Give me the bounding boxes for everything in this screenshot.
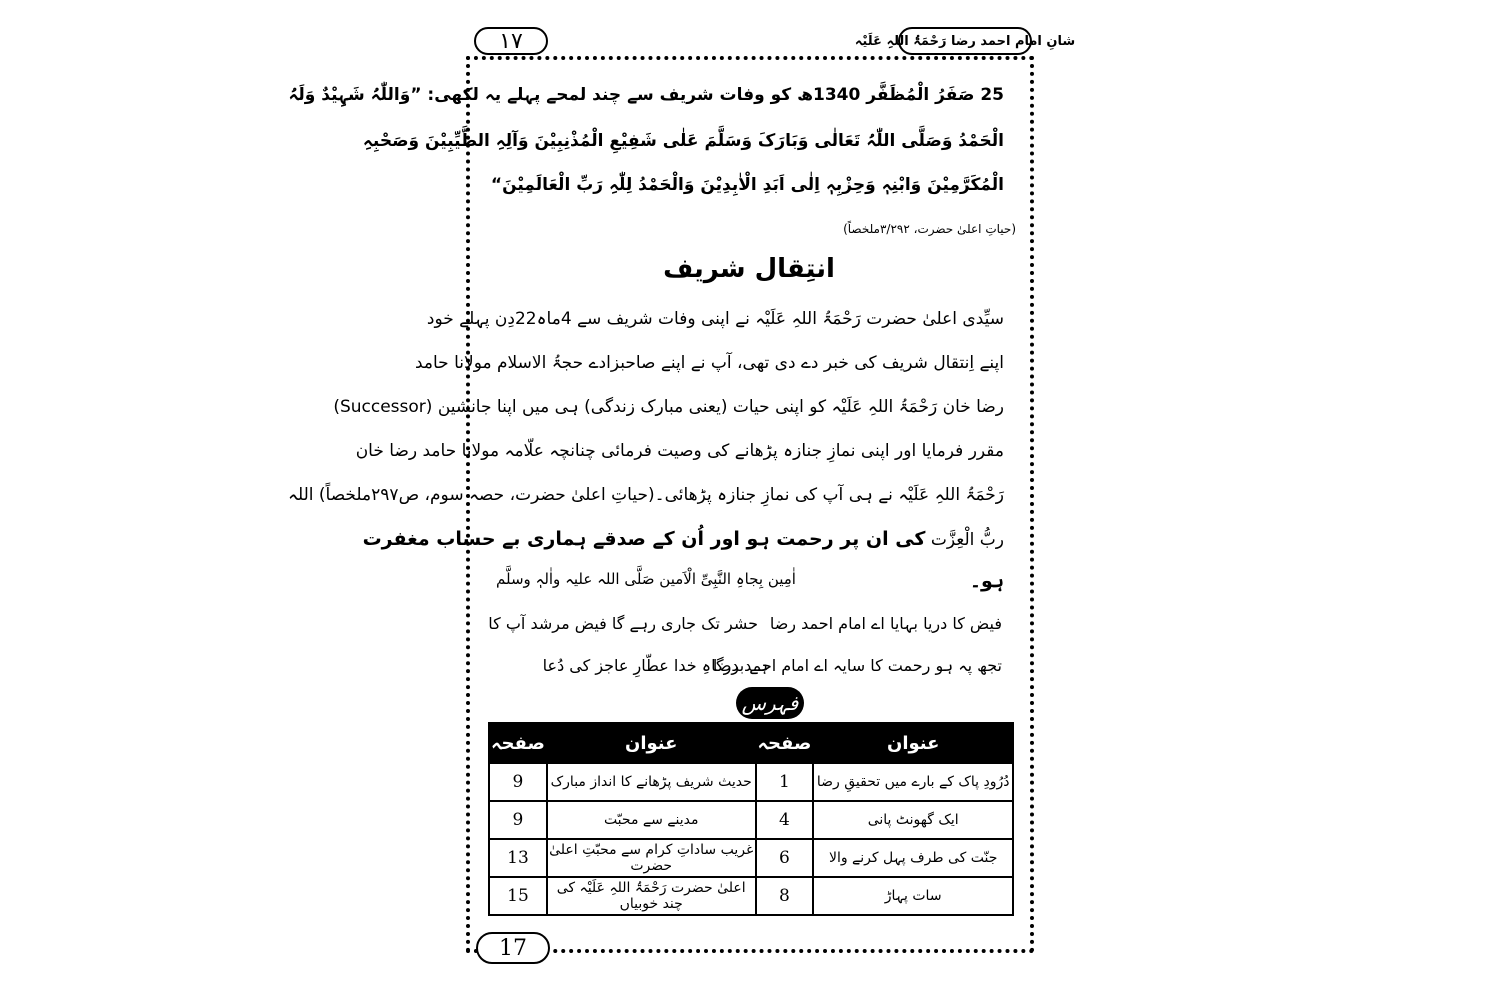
index-entry-title[interactable]: ایک گھونٹ پانی [813,801,1013,839]
paragraph-line-2: اپنے اِنتقال شریف کی خبر دے دی تھی، آپ نے اپنے صاحبزادے حجۃُ الاسلام مولانا حامد [414,353,1004,373]
index-table [488,722,1014,916]
paragraph-line-6 [362,528,1004,550]
book-title-header: شانِ امام احمد رضا رَحْمَۃُ اللہِ عَلَیْہ [898,27,1032,55]
index-entry-title[interactable]: اعلیٰ حضرت رَحْمَۃُ اللہِ عَلَیْہ کی چند خوبیاں [547,877,756,915]
index-entry-title[interactable]: حدیث شریف پڑھانے کا انداز مبارک [547,763,756,801]
intro-reference: (حیاتِ اعلیٰ حضرت، ۳/۲۹۲ملخصاً) [843,222,1016,236]
index-entry-title[interactable]: مدینے سے محبّت [547,801,756,839]
intro-line-3: الْمُکَرَّمِیْنَ وَابْنِہٖ وَحِزْبِہٖ اِلٰی اَبَدِ الْاٰبِدِیْنَ وَالْحَمْدُ لِلّٰہِ رَبِّ الْعَالَمِیْنَ“ [490,175,1004,195]
index-entry-page: 6 [756,839,814,877]
index-entry-title[interactable]: سات پہاڑ [813,877,1013,915]
paragraph-line-5: رَحْمَۃُ اللہِ عَلَیْہ نے ہی آپ کی نمازِ جنازہ پڑھائی۔(حیاتِ اعلیٰ حضرت، حصہ سوم، ص۲۹۷ملخصاً) اللہ [287,485,1004,505]
verse-1a: حشر تک جاری رہے گا فیض مرشد آپ کا [488,614,758,633]
index-entry-page: 9 [489,801,547,839]
ameen-dua: اٰمِین بِجاہِ النَّبِیِّ الْاَمین صَلَّی اللہ علیہ واٰلہٖ وسلَّم [496,570,796,588]
intro-line-2: الْحَمْدُ وَصَلَّی اللّٰہُ تَعَالٰی وَبَارَکَ وَسَلَّمَ عَلٰی شَفِیْعِ الْمُذْنِبِیْنَ وَآلِہِ الطَّیِّبِیْنَ وَصَحْبِہِ [362,131,1004,151]
header-page-right: صفحہ [756,723,814,763]
table-row [489,839,1013,877]
index-entry-title[interactable]: غریب ساداتِ کرام سے محبّتِ اعلیٰ حضرت [547,839,756,877]
index-entry-title[interactable]: جنّت کی طرف پہل کرنے والا [813,839,1013,877]
index-label: فہرس [736,687,804,719]
table-row [489,763,1013,801]
verse-2b: تجھ پہ ہو رحمت کا سایہ اے امام احمد رضا [712,656,1002,675]
paragraph-ending: ہو۔ [969,570,1004,592]
header-title-left: عنوان [547,723,756,763]
index-entry-page: 4 [756,801,814,839]
header-title-right: عنوان [813,723,1013,763]
index-table-header [489,723,1013,763]
index-entry-page: 13 [489,839,547,877]
verse-2a: ہے بدرگاہِ خدا عطّارِ عاجز کی دُعا [542,656,768,675]
index-entry-title[interactable]: دُرُودِ پاک کے بارے میں تحقیقِ رضا [813,763,1013,801]
table-row [489,877,1013,915]
table-row [489,801,1013,839]
intro-line-1: 25 صَفَرُ الْمُظَفَّر 1340ھ کو وفات شریف سے چند لمحے پہلے یہ لکھی: ”وَاللّٰہُ شَہِیْدٌ وَلَہُ [288,85,1004,105]
verse-1b: فیض کا دریا بہایا اے امام احمد رضا [769,614,1002,633]
book-page [287,22,1076,972]
rabbul-izzat: ربُّ الْعِزَّت [930,530,1004,550]
page-number-top: ۱۷ [474,27,548,55]
header-page-left: صفحہ [489,723,547,763]
index-entry-page: 15 [489,877,547,915]
paragraph-line-6-bold: کی ان پر رحمت ہو اور اُن کے صدقے ہماری بے حساب مغفرت [362,528,926,550]
index-entry-page: 1 [756,763,814,801]
index-entry-page: 8 [756,877,814,915]
index-entry-page: 9 [489,763,547,801]
page-number-bottom: 17 [476,932,550,964]
paragraph-line-4: مقرر فرمایا اور اپنی نمازِ جنازہ پڑھانے کی وصیت فرمائی چنانچہ علّامہ مولانا حامد رضا خان [355,441,1004,461]
section-heading: انتِقال شریف [663,254,835,284]
paragraph-line-1: سیِّدی اعلیٰ حضرت رَحْمَۃُ اللہِ عَلَیْہ نے اپنی وفات شریف سے 4ماہ22دِن پہلے خود [426,309,1004,329]
paragraph-line-3: رضا خان رَحْمَۃُ اللہِ عَلَیْہ کو اپنی حیات (یعنی مبارک زندگی) ہی میں اپنا جانشین (Successor) [333,397,1004,417]
